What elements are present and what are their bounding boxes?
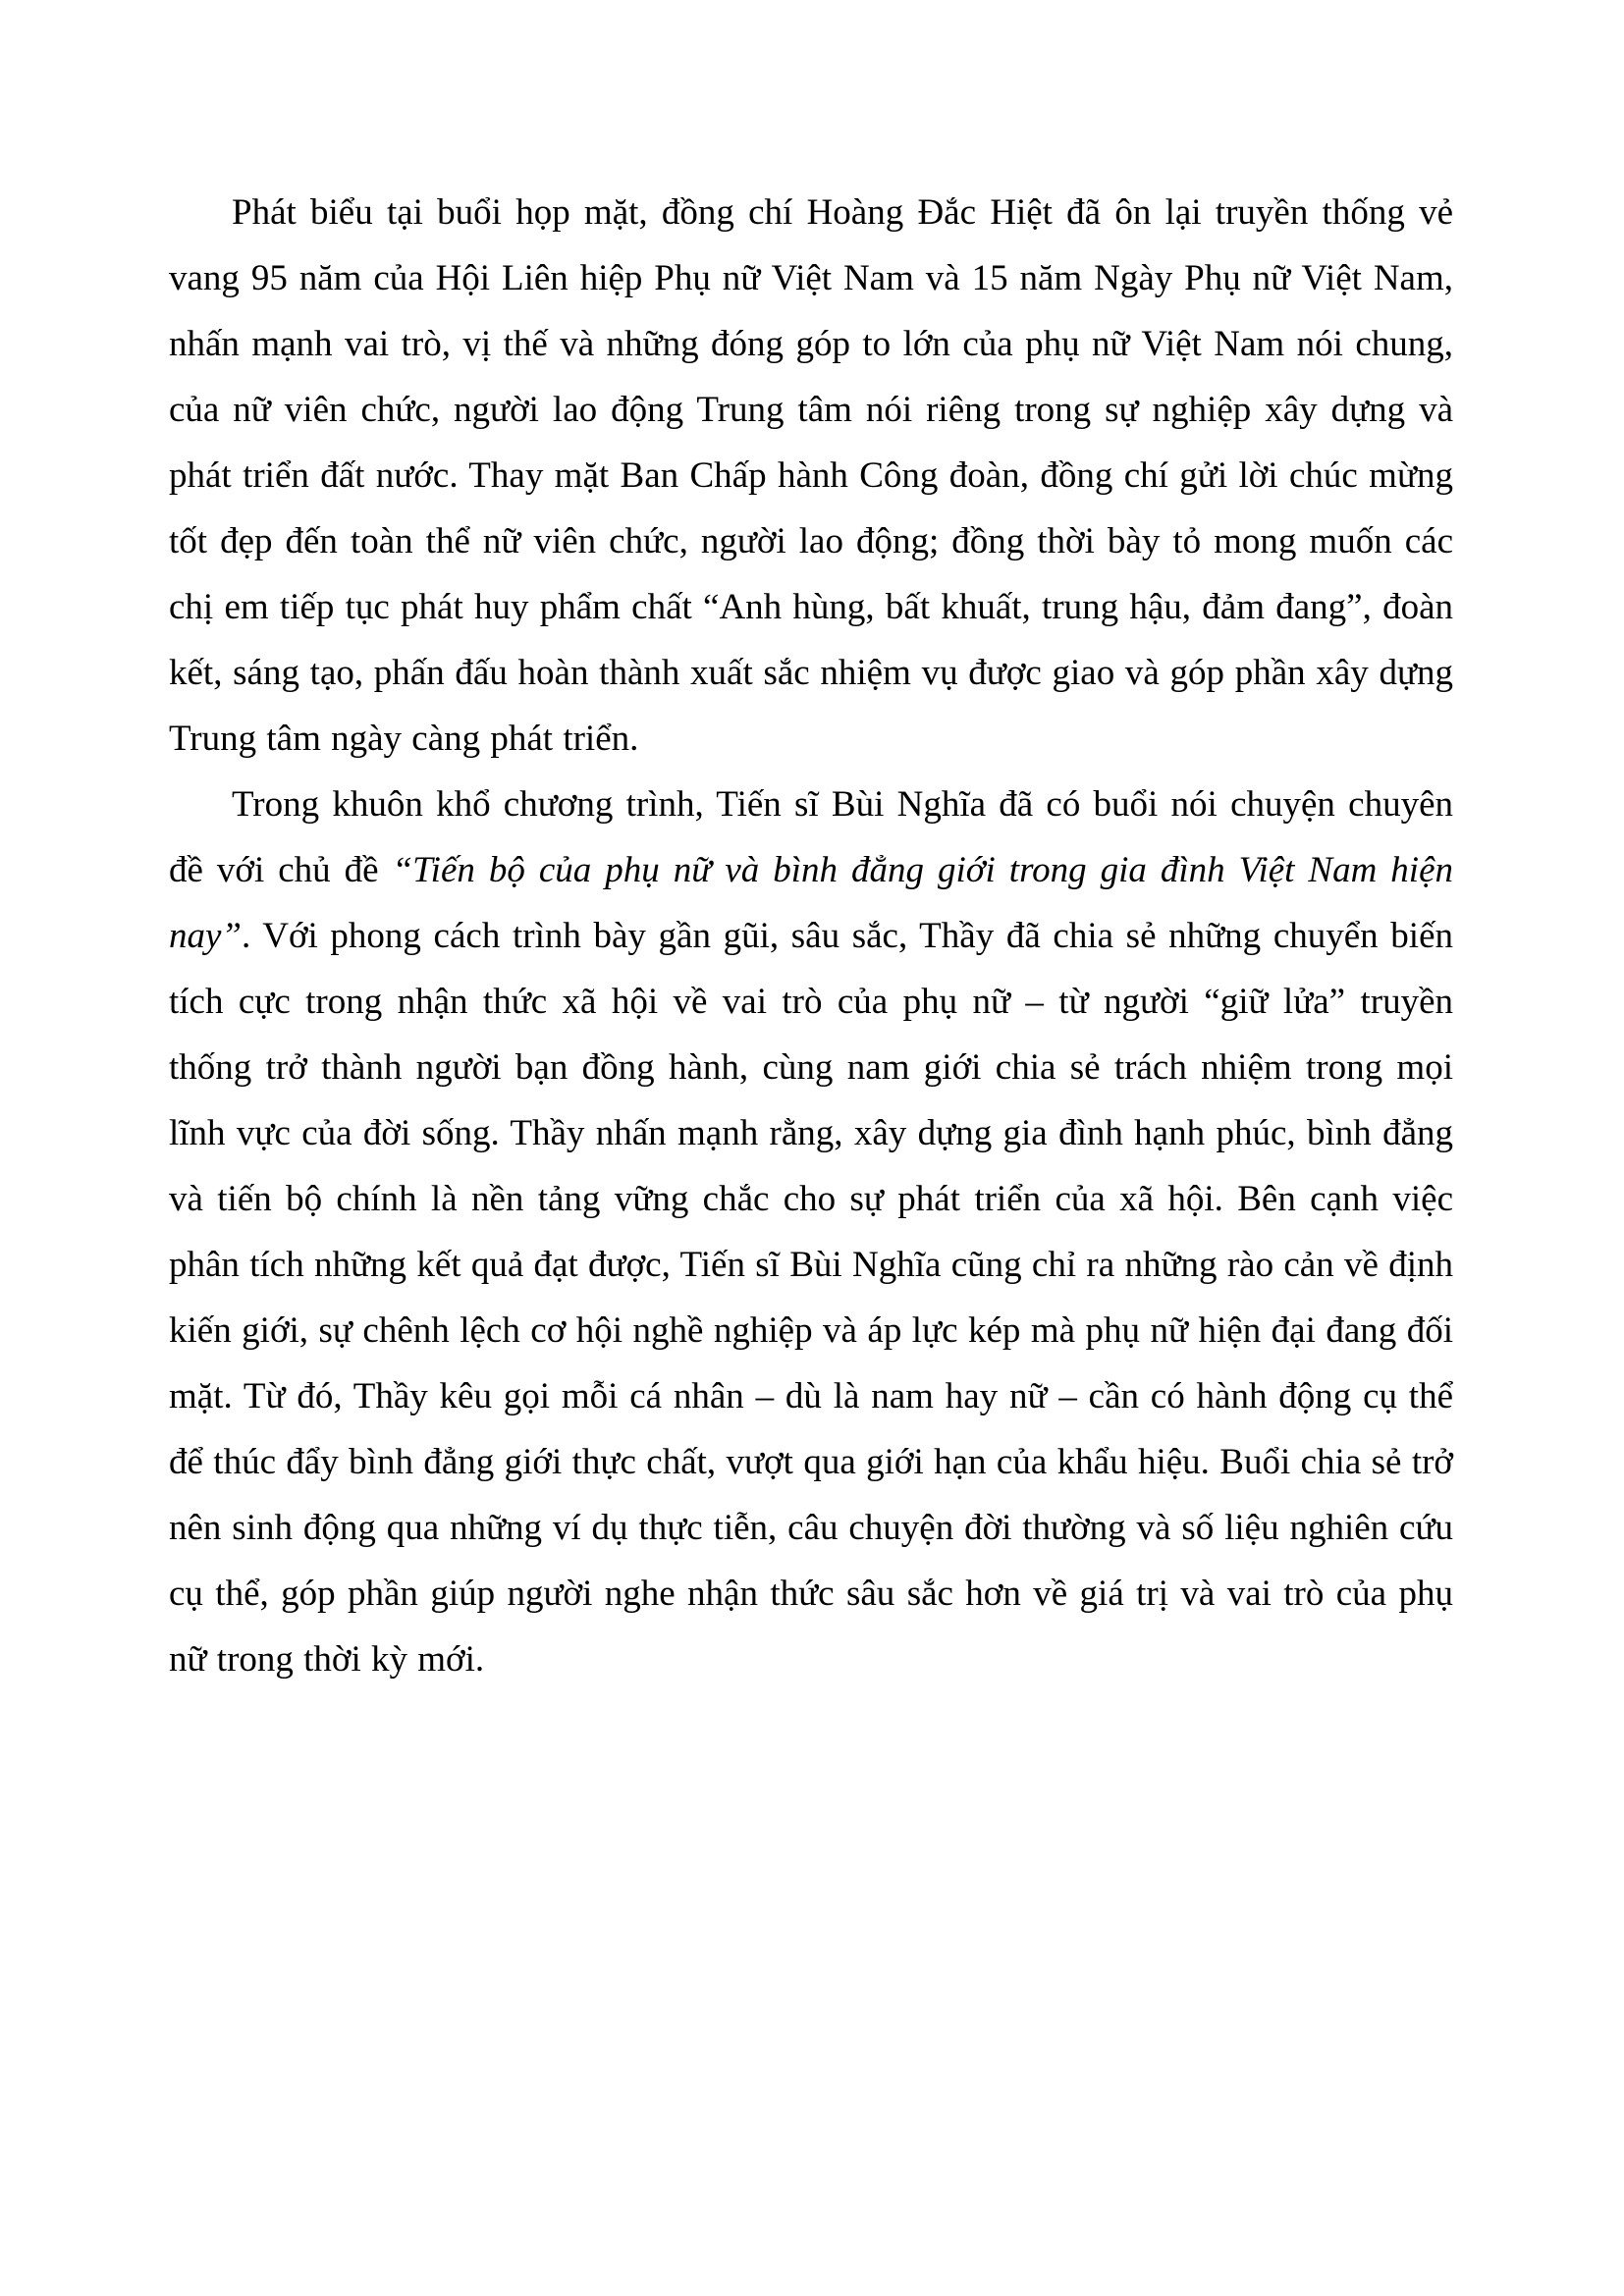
paragraph-2-topic-title-italic: “Tiến bộ của phụ nữ và bình đẳng giới trong gia đình Việt Nam hiện nay” xyxy=(169,850,1453,956)
paragraph-2-text-lead: Trong khuôn khổ chương trình, Tiến sĩ Bùi Nghĩa đã có buổi nói chuyện chuyên đề với chủ đề xyxy=(169,784,1453,890)
paragraph-2-text-rest: . Với phong cách trình bày gần gũi, sâu sắc, Thầy đã chia sẻ những chuyển biến tích cực trong nhận thức xã hội về vai trò của phụ nữ – từ người “giữ lửa” truyền thống trở thành người bạn đồng hành, cùng nam giới chia sẻ trách nhiệm trong mọi lĩnh vực của đời sống. Thầy nhấn mạnh rằng, xây dựng gia đình hạnh phúc, bình đẳng và tiến bộ chính là nền tảng vững chắc cho sự phát triển của xã hội. Bên cạnh việc phân tích những kết quả đạt được, Tiến sĩ Bùi Nghĩa cũng chỉ ra những rào cản về định kiến giới, sự chênh lệch cơ hội nghề nghiệp và áp lực kép mà phụ nữ hiện đại đang đối mặt. Từ đó, Thầy kêu gọi mỗi cá nhân – dù là nam hay nữ – cần có hành động cụ thể để thúc đẩy bình đẳng giới thực chất, vượt qua giới hạn của khẩu hiệu. Buổi chia sẻ trở nên sinh động qua những ví dụ thực tiễn, câu chuyện đời thường và số liệu nghiên cứu cụ thể, góp phần giúp người nghe nhận thức sâu sắc hơn về giá trị và vai trò của phụ nữ trong thời kỳ mới. xyxy=(169,916,1453,1680)
paragraph-2 xyxy=(169,772,1453,1692)
paragraph-1 xyxy=(169,180,1453,772)
paragraph-1-text: Phát biểu tại buổi họp mặt, đồng chí Hoàng Đắc Hiệt đã ôn lại truyền thống vẻ vang 95 năm của Hội Liên hiệp Phụ nữ Việt Nam và 15 năm Ngày Phụ nữ Việt Nam, nhấn mạnh vai trò, vị thế và những đóng góp to lớn của phụ nữ Việt Nam nói chung, của nữ viên chức, người lao động Trung tâm nói riêng trong sự nghiệp xây dựng và phát triển đất nước. Thay mặt Ban Chấp hành Công đoàn, đồng chí gửi lời chúc mừng tốt đẹp đến toàn thể nữ viên chức, người lao động; đồng thời bày tỏ mong muốn các chị em tiếp tục phát huy phẩm chất “Anh hùng, bất khuất, trung hậu, đảm đang”, đoàn kết, sáng tạo, phấn đấu hoàn thành xuất sắc nhiệm vụ được giao và góp phần xây dựng Trung tâm ngày càng phát triển. xyxy=(169,192,1453,759)
